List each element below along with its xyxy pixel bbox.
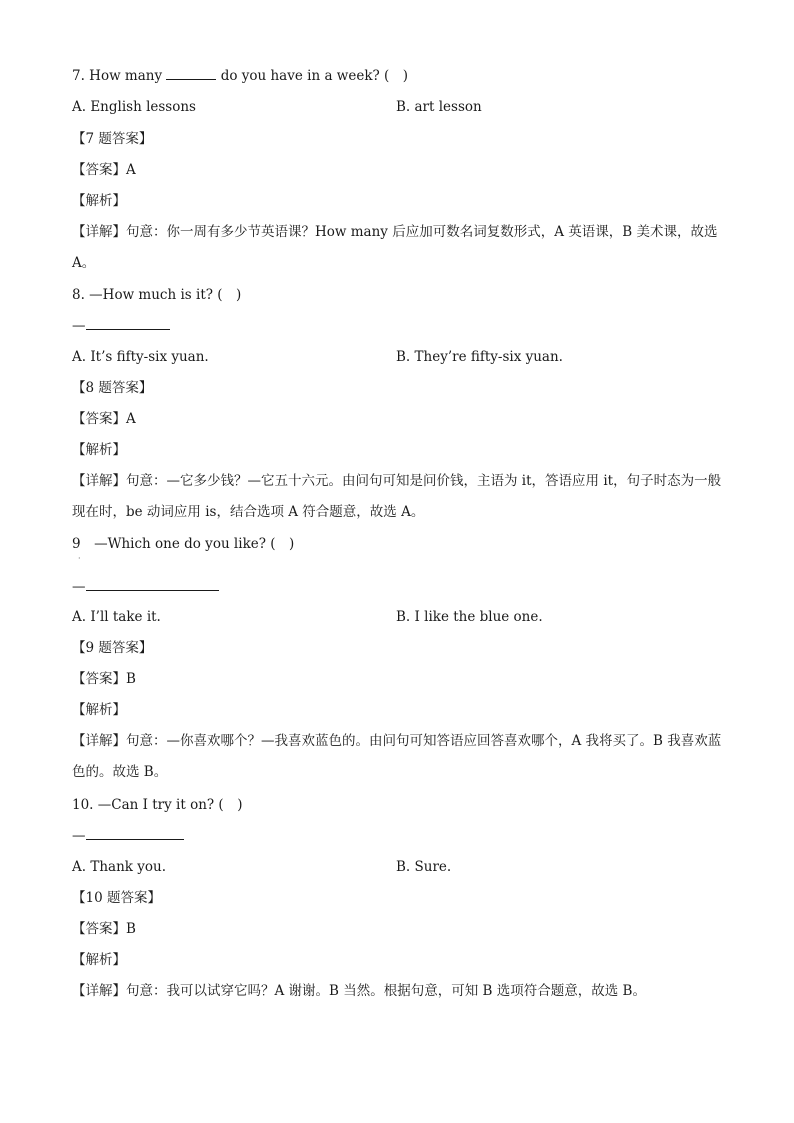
question-8-detail: 【详解】句意：—它多少钱？—它五十六元。由问句可知是问价钱，主语为 it，答语应用 it，句子时态为一般现在时，be 动词应用 is，结合选项 A 符合题意，故选 A。: [72, 473, 722, 520]
question-9-answer-line: [72, 577, 219, 597]
question-9-option-a: A. I’ll take it.: [72, 609, 161, 625]
question-7-blank: [166, 66, 216, 80]
question-8-stem: 8. —How much is it? ( ): [72, 287, 242, 303]
question-7-answer: 【答案】A: [72, 162, 136, 178]
question-8-answer-line: [72, 316, 170, 336]
question-8-option-b: B. They’re fifty-six yuan.: [396, 349, 563, 365]
question-10-stem: 10. —Can I try it on? ( ): [72, 797, 243, 813]
question-9-answer: 【答案】B: [72, 671, 136, 687]
question-7-option-b: B. art lesson: [396, 99, 482, 115]
question-7-stem-suffix: do you have in a week? ( ): [220, 68, 409, 84]
question-7-answer-header: 【7 题答案】: [72, 131, 153, 147]
question-10-option-a: A. Thank you.: [72, 859, 166, 875]
question-9-dot: ·: [78, 554, 81, 563]
question-7-analysis: 【解析】: [72, 193, 126, 209]
question-10-blank: [86, 827, 184, 840]
question-9-analysis: 【解析】: [72, 702, 126, 718]
question-8-dash: —: [72, 318, 86, 334]
question-10-answer-header: 【10 题答案】: [72, 890, 161, 906]
question-7-stem-prefix: 7. How many: [72, 68, 163, 84]
question-9-blank: [86, 578, 219, 591]
question-8-answer: 【答案】A: [72, 411, 136, 427]
question-9-option-b: B. I like the blue one.: [396, 609, 543, 625]
question-10-answer-line: [72, 826, 184, 846]
question-7-stem: [72, 66, 408, 86]
question-9-detail: 【详解】句意：—你喜欢哪个？—我喜欢蓝色的。由问句可知答语应回答喜欢哪个，A 我将买了。B 我喜欢蓝色的。故选 B。: [72, 733, 722, 780]
question-10-option-b: B. Sure.: [396, 859, 452, 875]
question-8-analysis: 【解析】: [72, 442, 126, 458]
question-8-option-a: A. It’s fifty-six yuan.: [72, 349, 209, 365]
question-9-stem: 9 —Which one do you like? ( ): [72, 536, 295, 552]
question-10-analysis: 【解析】: [72, 952, 126, 968]
question-9-answer-header: 【9 题答案】: [72, 640, 153, 656]
question-10-answer: 【答案】B: [72, 921, 136, 937]
question-7-detail: 【详解】句意：你一周有多少节英语课？How many 后应加可数名词复数形式，A 英语课，B 美术课，故选 A。: [72, 224, 718, 271]
question-9-dash: —: [72, 579, 86, 595]
question-8-blank: [86, 317, 170, 330]
question-8-answer-header: 【8 题答案】: [72, 380, 153, 396]
question-10-dash: —: [72, 828, 86, 844]
question-10-detail: 【详解】句意：我可以试穿它吗？A 谢谢。B 当然。根据句意，可知 B 选项符合题意，故选 B。: [72, 983, 646, 999]
question-7-option-a: A. English lessons: [72, 99, 196, 115]
